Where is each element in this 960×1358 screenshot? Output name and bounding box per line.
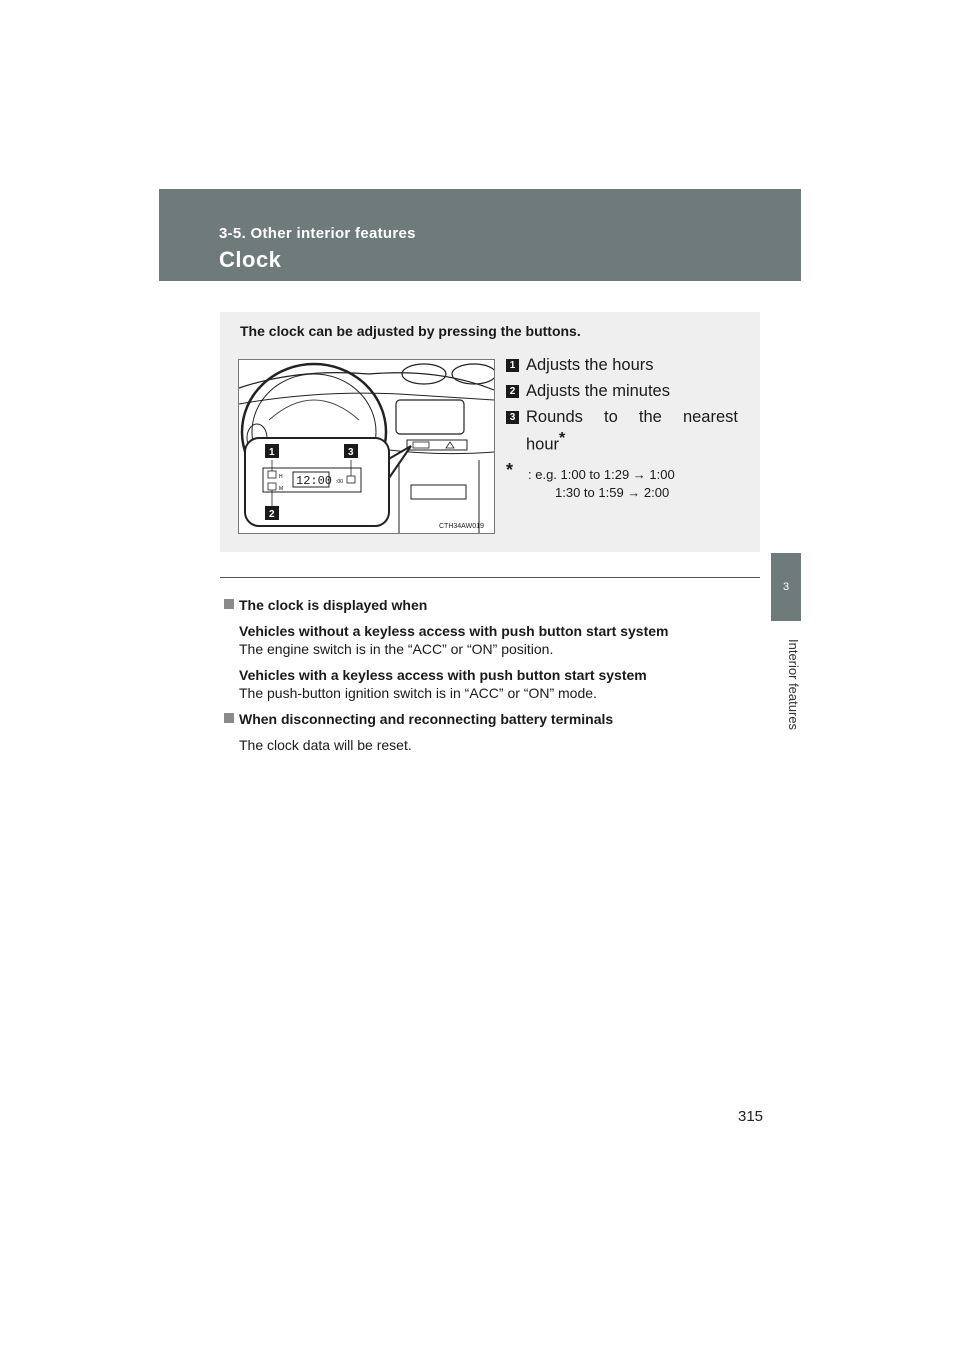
notes-section <box>224 596 764 762</box>
image-code: CTH34AW019 <box>439 523 484 530</box>
note-text: The engine switch is in the “ACC” or “ON” position. <box>239 641 554 657</box>
page-number: 315 <box>738 1108 764 1125</box>
note-heading: When disconnecting and reconnecting battery terminals <box>224 710 764 728</box>
callout-1: 1 <box>269 447 275 458</box>
dashboard-drawing <box>239 360 494 533</box>
chapter-tab: 3 <box>771 553 801 621</box>
step-item <box>506 354 738 376</box>
note-subheading: Vehicles without a keyless access with push button start system <box>239 623 669 639</box>
step-item <box>506 380 738 402</box>
intro-text: The clock can be adjusted by pressing the buttons. <box>240 323 581 339</box>
step-text-line: hour* <box>526 430 566 454</box>
callout-3: 3 <box>348 447 354 458</box>
svg-text::00: :00 <box>336 479 343 485</box>
step-text: Adjusts the hours <box>526 356 654 374</box>
divider <box>220 577 760 578</box>
clock-display-text: 12:00 <box>296 474 333 488</box>
step-text: Adjusts the minutes <box>526 382 670 400</box>
instruction-box <box>220 312 760 552</box>
note-heading: The clock is displayed when <box>224 596 764 614</box>
footnote-line: 1:30 to 1:59 → 2:00 <box>555 484 670 500</box>
section-label: 3-5. Other interior features <box>219 225 416 242</box>
svg-text:M: M <box>279 486 284 492</box>
note-text: The clock data will be reset. <box>239 737 412 753</box>
chapter-header <box>159 189 801 281</box>
step-number: 2 <box>506 385 519 398</box>
step-item <box>506 406 738 456</box>
svg-text:H: H <box>279 474 283 480</box>
note-text: The push-button ignition switch is in “ACC” or “ON” mode. <box>239 685 597 701</box>
footnote <box>506 459 738 502</box>
page-title: Clock <box>219 247 282 272</box>
footnote-star: * <box>506 459 514 480</box>
step-number: 3 <box>506 411 519 424</box>
step-number: 1 <box>506 359 519 372</box>
footnote-line: : e.g. 1:00 to 1:29 → 1:00 <box>528 466 675 482</box>
step-text-line: Rounds to the nearest <box>526 408 738 426</box>
chapter-tab-label: Interior features <box>786 639 801 731</box>
dashboard-illustration <box>238 359 495 534</box>
step-list <box>506 354 738 502</box>
note-subheading: Vehicles with a keyless access with push button start system <box>239 667 647 683</box>
callout-2: 2 <box>269 509 275 520</box>
